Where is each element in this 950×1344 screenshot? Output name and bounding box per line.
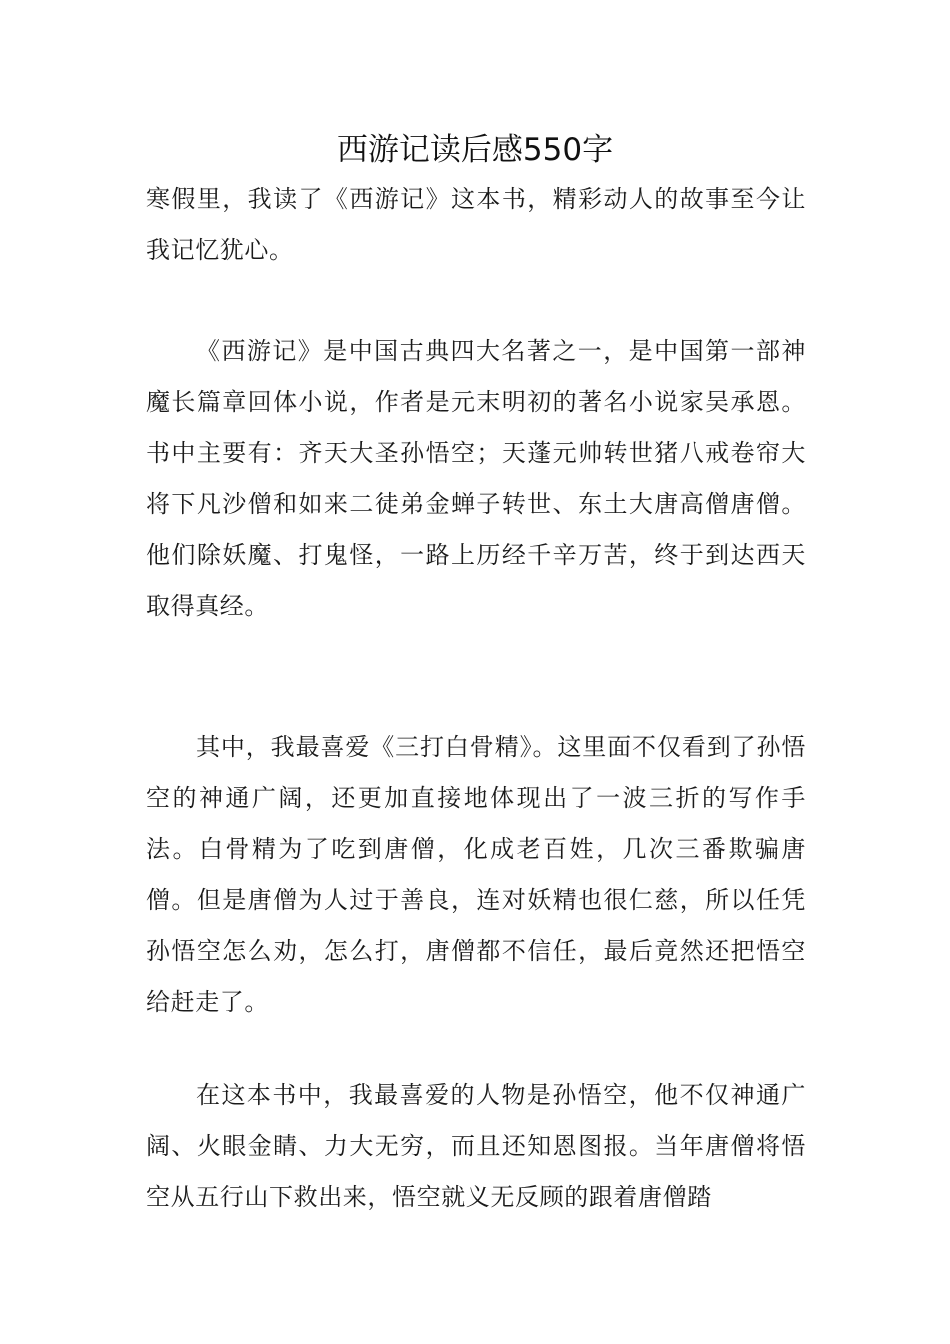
paragraph-favorite-story: 其中，我最喜爱《三打白骨精》。这里面不仅看到了孙悟空的神通广阔，还更加直接地体现出了一波三折的写作手法。白骨精为了吃到唐僧，化成老百姓，几次三番欺骗唐僧。但是唐僧为人过于善良，连对妖精也很仁慈，所以任凭孙悟空怎么劝，怎么打，唐僧都不信任，最后竟然还把悟空给赶走了。 bbox=[146, 733, 806, 1016]
paragraph-intro: 寒假里，我读了《西游记》这本书，精彩动人的故事至今让我记忆犹心。 bbox=[146, 185, 806, 264]
paragraph-book-overview: 《西游记》是中国古典四大名著之一，是中国第一部神魔长篇章回体小说，作者是元末明初的著名小说家吴承恩。书中主要有：齐天大圣孙悟空；天蓬元帅转世猪八戒卷帘大将下凡沙僧和如来二徒弟金蝉子转世、东土大唐高僧唐僧。他们除妖魔、打鬼怪，一路上历经千辛万苦，终于到达西天取得真经。 bbox=[146, 337, 806, 620]
document-title: 西游记读后感550字 bbox=[336, 132, 614, 168]
paragraph-favorite-character: 在这本书中，我最喜爱的人物是孙悟空，他不仅神通广阔、火眼金睛、力大无穷，而且还知恩图报。当年唐僧将悟空从五行山下救出来，悟空就义无反顾的跟着唐僧踏 bbox=[146, 1081, 806, 1211]
